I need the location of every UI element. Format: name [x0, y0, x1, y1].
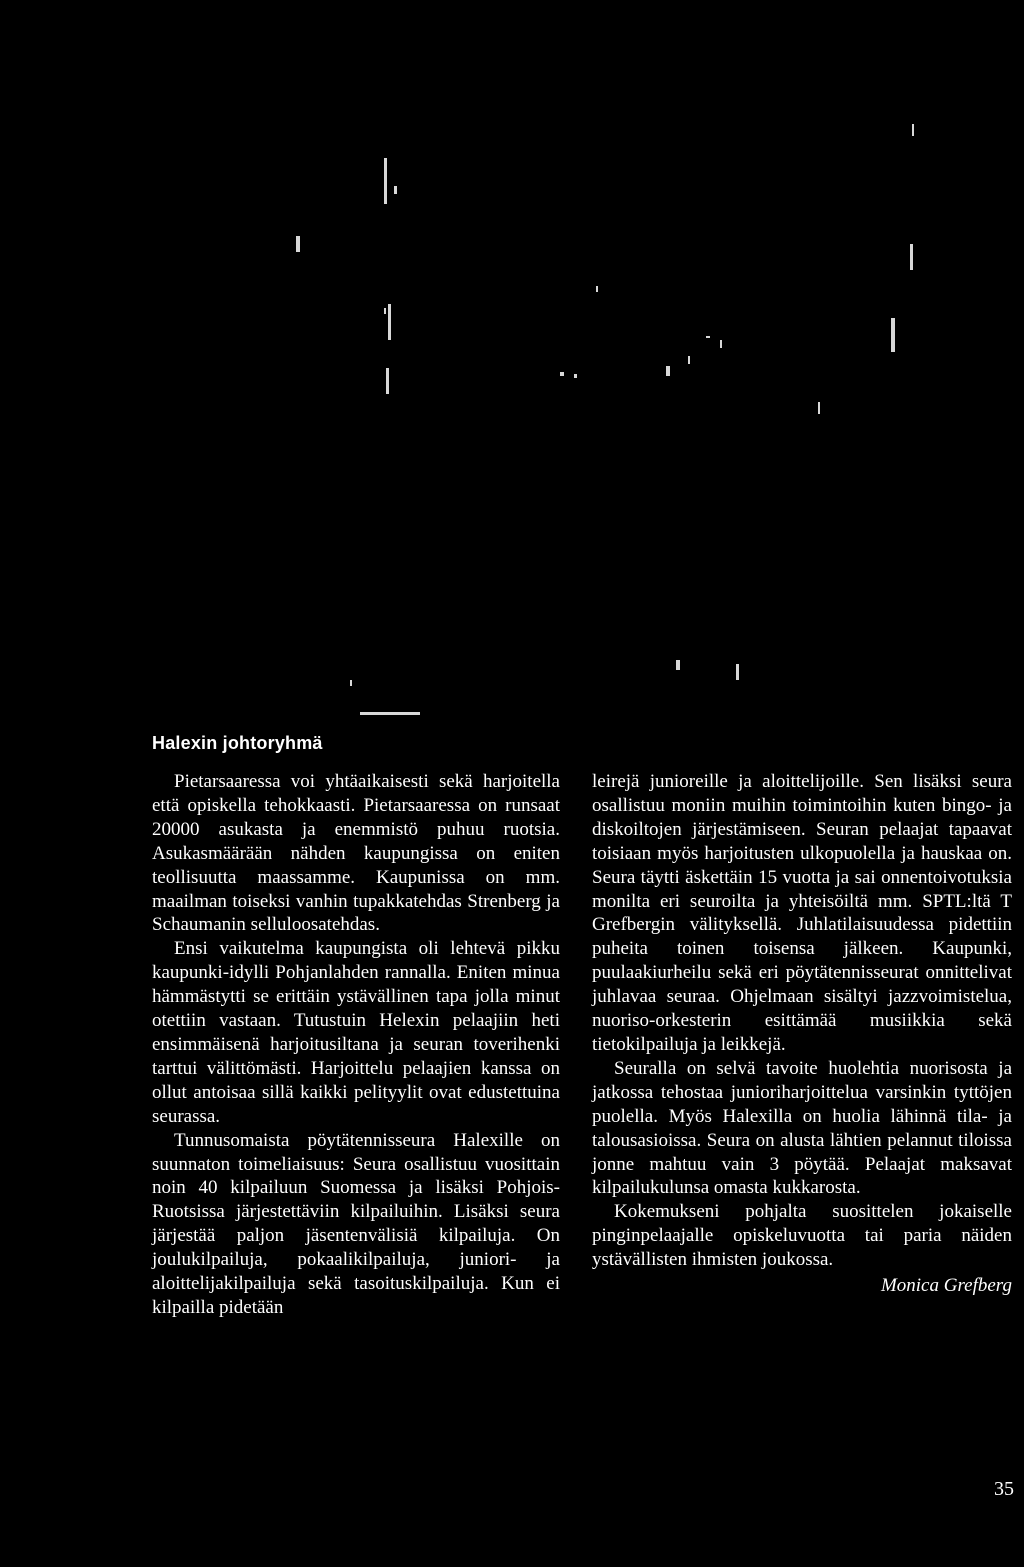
left-column [152, 770, 560, 1320]
author-signature: Monica Grefberg [880, 1275, 1012, 1297]
paragraph: Ensi vaikutelma kaupungista oli lehtevä pikku kaupunki-idylli Pohjanlahden rannalla. Eniten minua hämmästytti se erittäin ystävällinen tapa jolla minut otettiin vastaan. Tutustuin Helexin pelaajiin heti ensimmäisenä harjoitusiltana ja seuran toverihenki tarttui välittömästi. Harjoittelu pelaajien kanssa on ollut antoisaa sillä kaikki pelityylit ovat edustettuina seurassa. [152, 938, 560, 1127]
group-photo [0, 0, 1024, 720]
paragraph: Seuralla on selvä tavoite huolehtia nuorisosta ja jatkossa tehostaa junioriharjoittelua varsinkin tyttöjen puolella. Myös Halexilla on huolia lähinnä tila- ja talousasioissa. Seura on alusta lähtien pelannut tiloissa jonne mahtuu vain 3 pöytää. Pelaajat maksavat kilpailukulunsa omasta kukkarosta. [592, 1057, 1012, 1199]
right-column [592, 770, 1012, 1298]
photo-caption: Halexin johtoryhmä [152, 733, 323, 753]
paragraph: Kokemukseni pohjalta suosittelen jokaiselle pinginpelaajalle opiskeluvuotta tai paria näiden ystävällisten ihmisten joukossa. [592, 1201, 1012, 1271]
paragraph: Tunnusomaista pöytätennisseura Halexille on suunnaton toimeliaisuus: Seura osallistuu vuosittain noin 40 kilpailuun Suomessa ja lisäksi Pohjois-Ruotsissa järjestettäviin kilpailuihin. Lisäksi seura järjestää paljon jäsentenvälisiä kilpailuja. On joulukilpailuja, pokaalikilpailuja, juniori- ja aloittelijakilpailuja sekä tasoituskilpailuja. Kun ei kilpailla pidetään [152, 1129, 560, 1318]
photo-image [0, 0, 1024, 720]
paragraph-continuation: leirejä junioreille ja aloittelijoille. Sen lisäksi seura osallistuu moniin muihin toimintoihin kuten bingo- ja diskoiltojen järjestämiseen. Seuran pelaajat tapaavat toisiaan myös harjoitusten ulkopuolella ja hauskaa on. Seura täytti äskettäin 15 vuotta ja sai onnentoivotuksia monilta eri seuroilta ja yhteisöiltä mm. SPTL:ltä T Grefbergin välityksellä. Juhlatilaisuudessa pidettiin puheita toinen toisensa jälkeen. Kaupunki, puulaakiurheilu sekä eri pöytätennisseurat onnittelivat juhlavaa seuraa. Ohjelmaan sisältyi jazzvoimistelua, nuoriso-orkesterin esittämää musiikkia sekä tietokilpailuja ja leikkejä. [592, 771, 1012, 1055]
paragraph: Pietarsaaressa voi yhtäaikaisesti sekä harjoitella että opiskella tehokkaasti. Pietarsaaressa on runsaat 20000 asukasta ja enemmistö puhuu ruotsia. Asukasmäärään nähden kaupungissa on eniten teollisuutta maassamme. Kaupunissa on mm. maailman toiseksi vanhin tupakkatehdas Strenberg ja Schaumanin selluloosatehdas. [152, 771, 560, 936]
page-number: 35 [994, 1478, 1014, 1500]
